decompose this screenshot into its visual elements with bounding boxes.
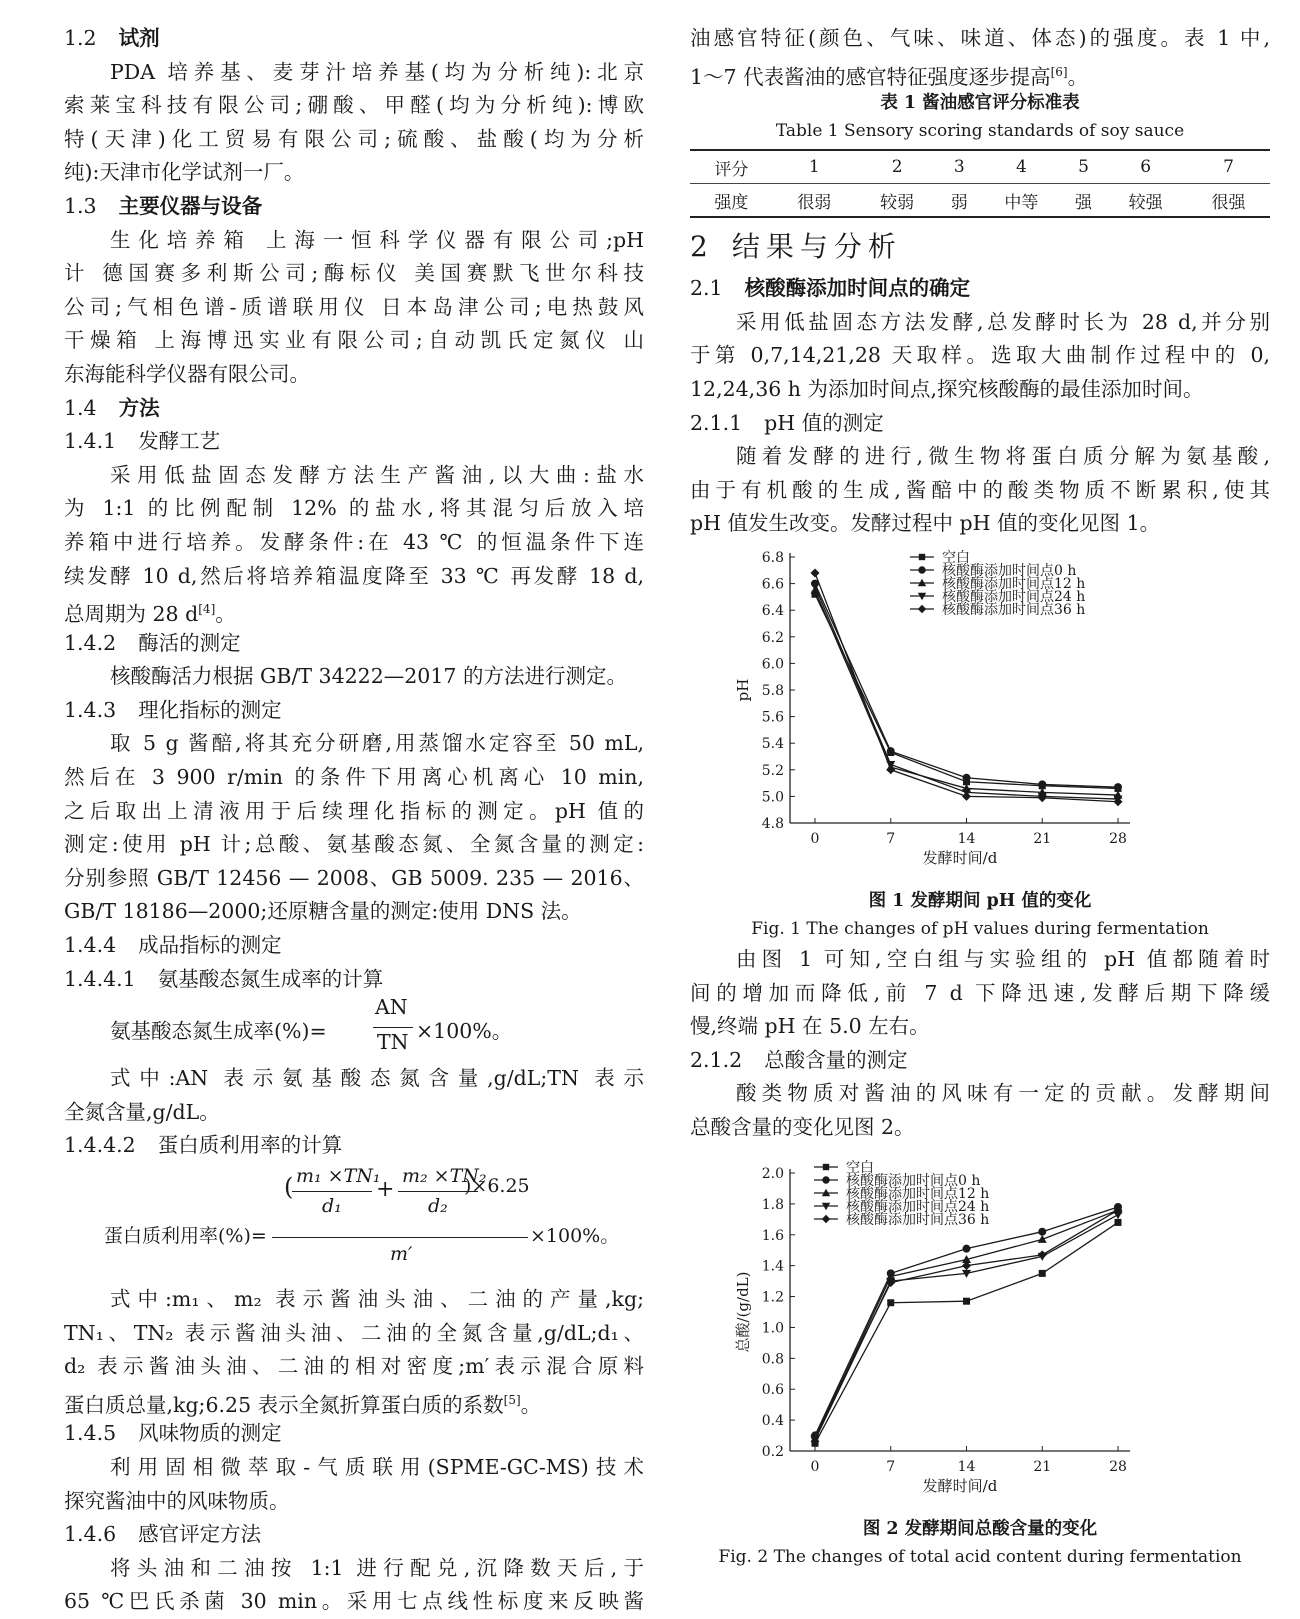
series-line <box>815 1206 1118 1435</box>
data-point-circle <box>887 747 895 755</box>
data-point-diamond <box>886 765 895 774</box>
formula-amino-nitrogen <box>64 996 644 1062</box>
paragraph-line: 之后取出上清液用于后续理化指标的测定。pH 值的 <box>64 798 644 823</box>
table-cell: 3 <box>939 150 980 184</box>
y-tick-label: 6.6 <box>761 576 784 593</box>
paragraph-line: 1～7 代表酱油的感官特征强度逐步提高[6]。 <box>690 64 1089 89</box>
formula-rhs: ×100%。 <box>416 1019 513 1044</box>
right-column <box>690 22 1270 1571</box>
legend-label: 空白 <box>846 1159 874 1176</box>
table-caption-en: Table 1 Sensory scoring standards of soy sauce <box>775 121 1185 142</box>
paragraph-line: 养箱中进行培养。发酵条件:在 43 ℃ 的恒温条件下连 <box>64 529 644 554</box>
table-cell: 较弱 <box>856 184 939 218</box>
data-point-square <box>919 554 925 560</box>
data-point-triangle-up <box>1038 1234 1047 1242</box>
heading-1-4-4-1: 1.4.4.1 氨基酸态氮生成率的计算 <box>64 966 384 991</box>
paragraph-line: 取 5 g 酱醅,将其充分研磨,用蒸馏水定容至 50 mL, <box>110 731 644 756</box>
series-line <box>815 1210 1118 1439</box>
section-2-heading: 2 结果与分析 <box>690 230 902 264</box>
data-point-diamond <box>822 1214 830 1222</box>
paragraph-line: 由图 1 可知,空白组与实验组的 pH 值都随着时 <box>736 946 1270 971</box>
formula-lhs: 蛋白质利用率(%)= <box>104 1225 267 1247</box>
paragraph-line: 续发酵 10 d,然后将培养箱温度降至 33 ℃ 再发酵 18 d, <box>64 563 644 588</box>
x-axis-label: 发酵时间/d <box>922 1476 998 1495</box>
sensory-table <box>690 149 1270 218</box>
table-cell: 6 <box>1104 150 1187 184</box>
paragraph-line: 由于有机酸的生成,酱醅中的酸类物质不断累积,使其 <box>690 477 1270 502</box>
heading-1-4-5: 1.4.5 风味物质的测定 <box>64 1421 282 1446</box>
paragraph-line: 分别参照 GB/T 12456 — 2008、GB 5009. 235 — 2016、 <box>64 865 644 890</box>
table-cell: 弱 <box>939 184 980 218</box>
fraction-bar <box>292 1191 372 1192</box>
figure-1-caption-cn: 图 1 发酵期间 pH 值的变化 <box>868 890 1092 911</box>
y-tick-label: 6.4 <box>761 603 784 620</box>
paragraph-line: 65 ℃巴氏杀菌 30 min。采用七点线性标度来反映酱 <box>64 1589 644 1614</box>
y-tick-label: 1.2 <box>761 1289 784 1306</box>
heading-2-1-1: 2.1.1 pH 值的测定 <box>690 410 884 435</box>
heading-1-2: 1.2 试剂 <box>64 26 160 50</box>
data-point-square <box>1039 1269 1046 1276</box>
fraction-bar <box>373 1027 413 1028</box>
data-point-square <box>963 1297 970 1304</box>
legend-label: 核酸酶添加时间点12 h <box>846 1185 990 1202</box>
paragraph-line: 索莱宝科技有限公司;硼酸、甲醛(均为分析纯):博欧 <box>64 93 644 118</box>
series-line <box>815 1210 1118 1435</box>
heading-1-4-3: 1.4.3 理化指标的测定 <box>64 697 282 722</box>
paragraph-line: d₂ 表示酱油头油、二油的相对密度;m′表示混合原料 <box>64 1354 644 1379</box>
y-tick-label: 6.2 <box>761 629 784 646</box>
y-tick-label: 1.6 <box>761 1227 784 1244</box>
paragraph-line: 利用固相微萃取-气质联用(SPME-GC-MS)技术 <box>110 1454 644 1479</box>
paragraph-line: 式中:m₁、m₂ 表示酱油头油、二油的产量,kg; <box>110 1287 644 1311</box>
paragraph-line: 随着发酵的进行,微生物将蛋白质分解为氨基酸, <box>736 444 1270 469</box>
formula-lhs: 氨基酸态氮生成率(%)= <box>110 1019 327 1044</box>
x-tick-label: 0 <box>810 1458 820 1475</box>
x-tick-label: 14 <box>957 1458 976 1475</box>
paragraph-line: 于第 0,7,14,21,28 天取样。选取大曲制作过程中的 0, <box>690 343 1270 368</box>
paragraph-line: pH 值发生改变。发酵过程中 pH 值的变化见图 1。 <box>690 511 1161 536</box>
y-tick-label: 4.8 <box>761 815 784 832</box>
y-tick-label: 5.6 <box>761 709 784 726</box>
heading-1-4-4: 1.4.4 成品指标的测定 <box>64 933 282 958</box>
data-point-square <box>823 1163 829 1169</box>
table-cell: 4 <box>980 150 1063 184</box>
heading-1-3: 1.3 主要仪器与设备 <box>64 193 263 218</box>
table-cell: 5 <box>1063 150 1104 184</box>
legend-label: 空白 <box>942 549 970 566</box>
legend-label: 核酸酶添加时间点36 h <box>942 601 1086 618</box>
formula-rhs: ×100%。 <box>530 1225 620 1247</box>
formula-denominator: TN <box>377 1030 409 1055</box>
heading-1-4-1: 1.4.1 发酵工艺 <box>64 429 221 454</box>
legend-label: 核酸酶添加时间点36 h <box>846 1211 990 1228</box>
series-0 <box>812 1218 1122 1446</box>
x-axis-label: 发酵时间/d <box>922 848 998 867</box>
y-tick-label: 1.4 <box>761 1258 784 1275</box>
legend-label: 核酸酶添加时间点12 h <box>942 575 1086 592</box>
paragraph-line: 全氮含量,g/dL。 <box>64 1099 220 1124</box>
paragraph-line: GB/T 18186—2000;还原糖含量的测定:使用 DNS 法。 <box>64 899 582 924</box>
table-cell: 2 <box>856 150 939 184</box>
heading-1-4-6: 1.4.6 感官评定方法 <box>64 1522 262 1547</box>
y-tick-label: 5.4 <box>761 736 784 753</box>
heading-2-1-2: 2.1.2 总酸含量的测定 <box>690 1047 908 1072</box>
paragraph-line: 公司;气相色谱-质谱联用仪 日本岛津公司;电热鼓风 <box>64 294 644 319</box>
data-point-circle <box>822 1176 829 1183</box>
table-cell: 1 <box>773 150 856 184</box>
data-point-circle <box>963 774 971 782</box>
fraction-bar <box>272 1237 528 1238</box>
x-tick-label: 28 <box>1109 830 1127 847</box>
paragraph-line: 总酸含量的变化见图 2。 <box>690 1114 915 1139</box>
data-point-circle <box>1038 1227 1046 1235</box>
y-axis-label: 总酸/(g/dL) <box>734 1271 752 1352</box>
paragraph-line: 探究酱油中的风味物质。 <box>64 1488 290 1513</box>
x-tick-label: 7 <box>886 1458 896 1475</box>
legend-label: 核酸酶添加时间点24 h <box>942 588 1086 605</box>
y-tick-label: 0.4 <box>761 1412 784 1429</box>
paragraph-line: TN₁、TN₂ 表示酱油头油、二油的全氮含量,g/dL;d₁、 <box>64 1320 644 1345</box>
x-tick-label: 21 <box>1033 830 1052 847</box>
y-tick-label: 0.8 <box>761 1350 784 1367</box>
y-tick-label: 6.8 <box>761 549 784 566</box>
y-tick-label: 5.0 <box>761 789 784 806</box>
paragraph-line: 间的增加而降低,前 7 d 下降迅速,发酵后期下降缓 <box>690 980 1270 1005</box>
table-cell: 中等 <box>980 184 1063 218</box>
figure-2-caption-cn: 图 2 发酵期间总酸含量的变化 <box>862 1518 1098 1539</box>
table-cell: 很强 <box>1187 184 1270 218</box>
heading-1-4-4-2: 1.4.4.2 蛋白质利用率的计算 <box>64 1133 343 1158</box>
heading-1-4: 1.4 方法 <box>64 395 160 420</box>
paragraph-line: 生化培养箱 上海一恒科学仪器有限公司;pH <box>110 227 644 252</box>
y-axis-label: pH <box>734 678 752 702</box>
formula-numerator: AN <box>375 995 408 1020</box>
figure-2-caption-en: Fig. 2 The changes of total acid content during fermentation <box>718 1546 1242 1567</box>
paragraph-line: 为 1:1 的比例配制 12% 的盐水,将其混匀后放入培 <box>64 496 644 521</box>
paragraph-line: 采用低盐固态方法发酵,总发酵时长为 28 d,并分别 <box>736 309 1270 334</box>
table-cell: 评分 <box>690 150 773 184</box>
paragraph-line: 计 德国赛多利斯公司;酶标仪 美国赛默飞世尔科技 <box>64 261 644 286</box>
paragraph-line: 纯):天津市化学试剂一厂。 <box>64 160 305 185</box>
y-tick-label: 0.6 <box>761 1381 784 1398</box>
left-column <box>64 22 644 1619</box>
y-tick-label: 6.0 <box>761 656 784 673</box>
x-tick-label: 0 <box>810 830 820 847</box>
data-point-diamond <box>1038 1250 1047 1259</box>
data-point-diamond <box>918 605 926 613</box>
table-cell: 7 <box>1187 150 1270 184</box>
x-tick-label: 7 <box>886 830 896 847</box>
paragraph-line: 蛋白质总量,kg;6.25 表示全氮折算蛋白质的系数[5]。 <box>64 1392 542 1417</box>
paragraph-line: 油感官特征(颜色、气味、味道、体态)的强度。表 1 中, <box>690 26 1270 50</box>
table-cell: 强度 <box>690 184 773 218</box>
paragraph-line: 干燥箱 上海博迅实业有限公司;自动凯氏定氮仪 山 <box>64 328 644 353</box>
y-tick-label: 1.0 <box>761 1319 784 1336</box>
paragraph-line: 测定:使用 pH 计;总酸、氨基酸态氮、全氮含量的测定: <box>64 832 644 857</box>
y-tick-label: 5.2 <box>761 762 784 779</box>
table-cell: 强 <box>1063 184 1104 218</box>
citation-6: [6] <box>1050 64 1068 79</box>
paragraph-line: 总周期为 28 d[4]。 <box>64 601 236 626</box>
data-point-circle <box>918 566 925 573</box>
paragraph-line: 将头油和二油按 1:1 进行配兑,沉降数天后,于 <box>110 1555 644 1580</box>
series-4 <box>811 1205 1123 1439</box>
total-acid-chart <box>690 1155 1270 1515</box>
figure-1-caption-en: Fig. 1 The changes of pH values during fermentation <box>751 918 1209 939</box>
citation-4: [4] <box>198 602 216 617</box>
heading-2-1: 2.1 核酸酶添加时间点的确定 <box>690 276 971 301</box>
paragraph-line: 12,24,36 h 为添加时间点,探究核酸酶的最佳添加时间。 <box>690 376 1204 401</box>
x-tick-label: 28 <box>1109 1458 1127 1475</box>
paragraph-line: 酸类物质对酱油的风味有一定的贡献。发酵期间 <box>736 1081 1270 1106</box>
y-tick-label: 0.2 <box>761 1443 784 1460</box>
data-point-circle <box>1038 780 1046 788</box>
paragraph-line: 核酸酶活力根据 GB/T 34222—2017 的方法进行测定。 <box>110 664 627 689</box>
heading-1-4-2: 1.4.2 酶活的测定 <box>64 630 241 655</box>
data-point-square <box>1115 1218 1122 1225</box>
citation-5: [5] <box>503 1392 521 1407</box>
y-tick-label: 1.8 <box>761 1196 784 1213</box>
paragraph-line: 特(天津)化工贸易有限公司;硫酸、盐酸(均为分析 <box>64 126 644 151</box>
legend-label: 核酸酶添加时间点0 h <box>942 562 1077 579</box>
table-cell: 较强 <box>1104 184 1187 218</box>
table-row <box>690 184 1270 218</box>
data-point-diamond <box>811 568 820 577</box>
paragraph-line: 采用低盐固态发酵方法生产酱油,以大曲:盐水 <box>110 462 644 487</box>
paragraph-line: 然后在 3 900 r/min 的条件下用离心机离心 10 min, <box>64 765 644 790</box>
legend-label: 核酸酶添加时间点0 h <box>846 1172 981 1189</box>
y-tick-label: 5.8 <box>761 682 784 699</box>
ph-chart <box>690 547 1270 887</box>
paragraph-line: 式中:AN 表示氨基酸态氮含量,g/dL;TN 表示 <box>110 1066 644 1091</box>
data-point-square <box>887 1299 894 1306</box>
legend-label: 核酸酶添加时间点24 h <box>846 1198 990 1215</box>
data-point-diamond <box>962 792 971 801</box>
paragraph-line: 慢,终端 pH 在 5.0 左右。 <box>690 1014 930 1039</box>
x-tick-label: 21 <box>1033 1458 1052 1475</box>
data-point-circle <box>1114 783 1122 791</box>
paragraph-line: PDA 培养基、麦芽汁培养基(均为分析纯):北京 <box>110 59 644 84</box>
y-tick-label: 2.0 <box>761 1165 784 1182</box>
data-point-circle <box>963 1244 971 1252</box>
series-2 <box>811 1205 1123 1442</box>
paragraph-line: 东海能科学仪器有限公司。 <box>64 361 310 386</box>
formula-protein-utilization: 蛋白质利用率(%)= ( m₁ ×TN₁ d₁ + m₂ ×TN₂ d₂ )×6.25 m′ ×100%。 <box>104 1165 620 1265</box>
table-row <box>690 150 1270 184</box>
table-caption-cn: 表 1 酱油感官评分标准表 <box>880 93 1080 114</box>
x-tick-label: 14 <box>957 830 976 847</box>
table-cell: 很弱 <box>773 184 856 218</box>
